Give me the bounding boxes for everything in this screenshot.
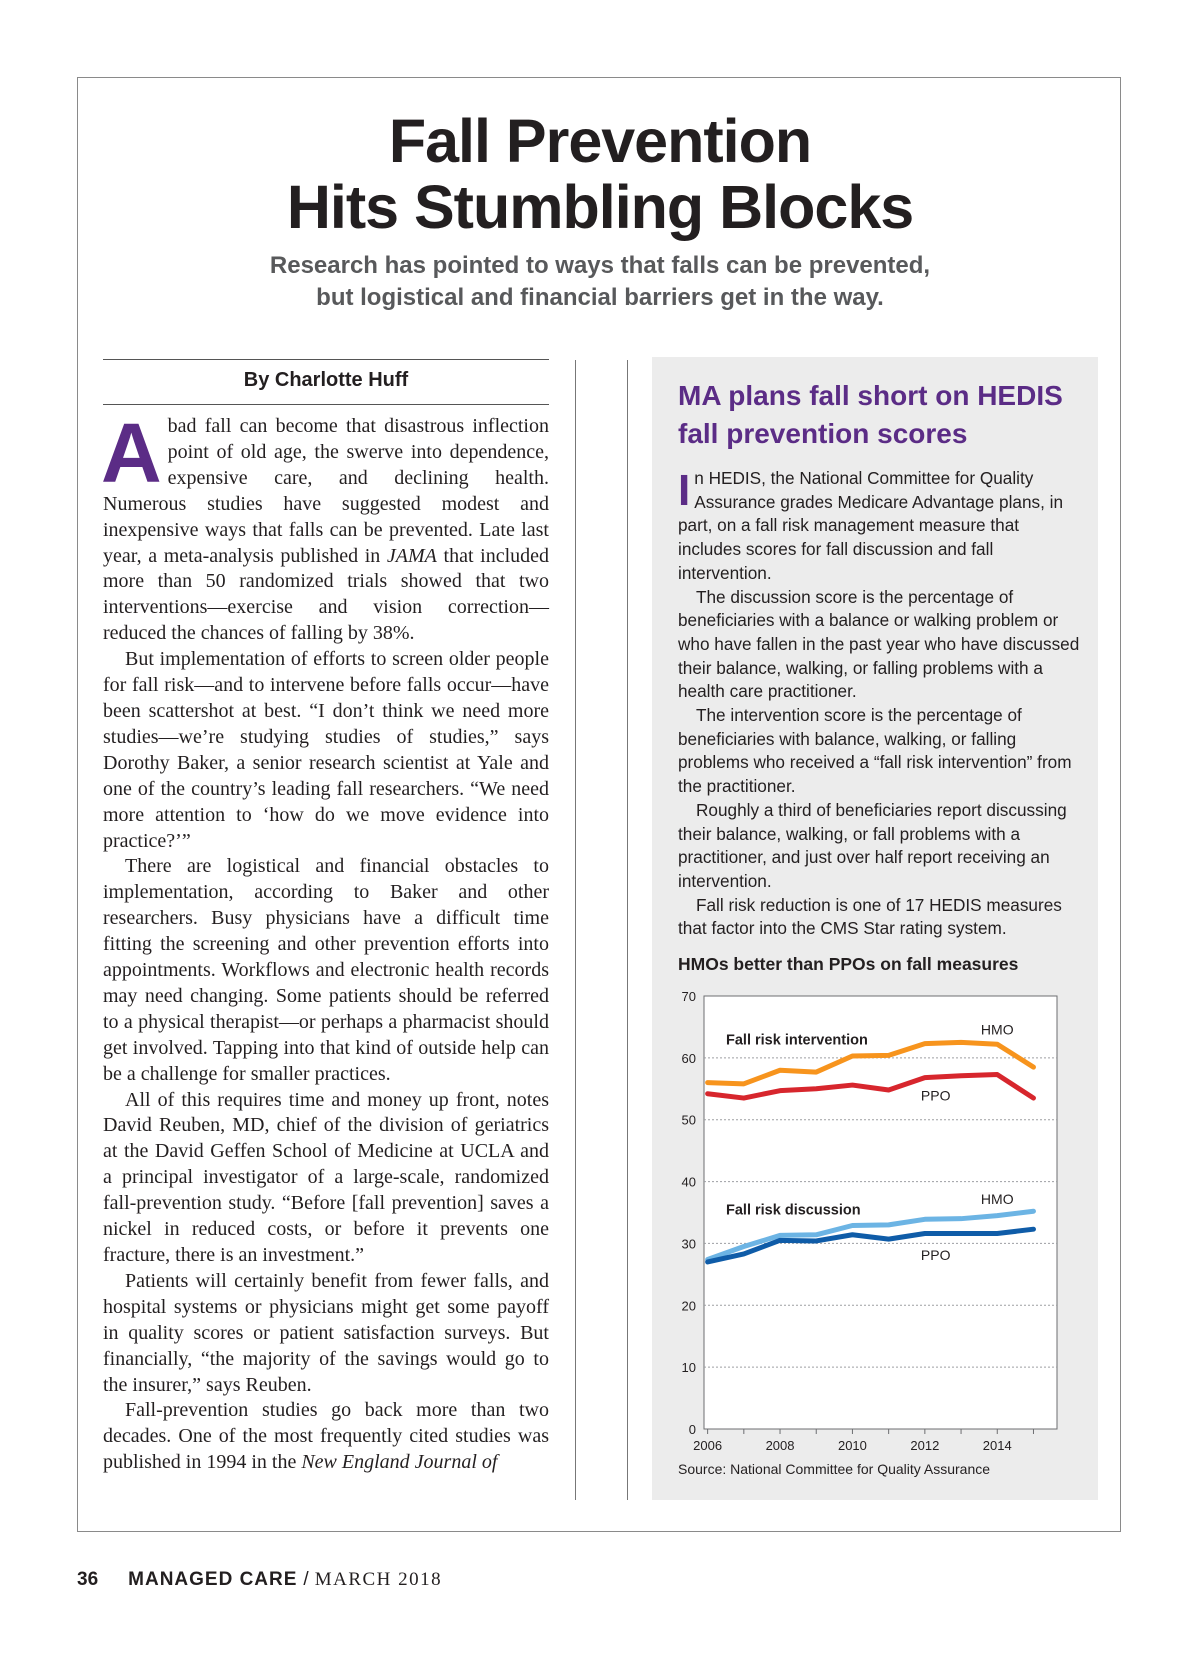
y-tick-label: 30 — [681, 1236, 696, 1252]
paragraph-4: All of this requires time and money up front, notes David Reuben, MD, chief of the division of geriatrics at the David Geffen School of Medicine at UCLA and a principal investigator of a large-scale, randomized fall-prevention study. “Before [fall prevention] saves a nickel in reduced costs, or before it prevents one fracture, there is an investment.” — [103, 1088, 549, 1266]
article-body — [101, 406, 549, 1476]
page-number: 36 — [77, 1569, 99, 1590]
sidebar-box — [652, 357, 1098, 1500]
sidebar-text — [678, 467, 1082, 941]
title-line-2: Hits Stumbling Blocks — [286, 173, 914, 241]
y-tick-label: 50 — [681, 1112, 696, 1128]
paragraph-3: There are logistical and financial obstacles to implementation, according to Baker and other researchers. Busy physicians have a difficult time fitting the screening and other prevention efforts into appointments. Workflows and electronic health records may need changing. Some patients should be referred to a physical therapist—or perhaps a pharmacist should get involved. Tapping into that kind of outside help can be a challenge for smaller practices. — [103, 855, 549, 1085]
chart-source: Source: National Committee for Quality Assurance — [678, 1461, 991, 1477]
sidebar-drop-cap: I — [678, 466, 691, 515]
intervention-group-label: Fall risk intervention — [726, 1032, 868, 1049]
y-tick-label: 20 — [681, 1298, 696, 1314]
paragraph-5: Patients will certainly benefit from fewer falls, and hospital systems or physicians might get some payoff in quality scores or patient satisfaction surveys. But financially, “the majority of the savings would go to the insurer,” says Reuben. — [103, 1269, 549, 1396]
x-tick-label: 2014 — [982, 1438, 1012, 1452]
journal-name: JAMA — [386, 544, 437, 567]
sidebar-title-line-2: fall prevention scores — [678, 418, 968, 449]
line-chart — [652, 982, 1098, 1452]
deck-line-2: but logistical and financial barriers get in the way. — [316, 284, 884, 311]
intervention-hmo-label: HMO — [980, 1021, 1014, 1038]
chart-title: HMOs better than PPOs on fall measures — [678, 954, 1019, 974]
article-title — [80, 108, 1120, 240]
paragraph-6: Fall-prevention studies go back more than two decades. One of the most frequently cited studies was published in 1994 in the New England Journal of — [103, 1399, 549, 1474]
footer-separator: / — [303, 1569, 309, 1590]
issue-date: MARCH 2018 — [314, 1569, 443, 1590]
deck-line-1: Research has pointed to ways that falls can be prevented, — [269, 252, 931, 279]
article-deck — [80, 250, 1120, 314]
discussion-group-label: Fall risk discussion — [726, 1202, 861, 1219]
sidebar-title-line-1: MA plans fall short on HEDIS — [678, 380, 1063, 411]
paragraph-2: But implementation of efforts to screen older people for fall risk—and to intervene before falls occur—have been scattershot at best. “I don’t think we need more studies—we’re studying studies of studies,” says Dorothy Baker, a senior research scientist at Yale and one of the country’s leading fall researchers. “We need more attention to ‘how do we move evidence into practice?’” — [103, 648, 549, 852]
sidebar-paragraph-3: The intervention score is the percentage of beneficiaries with balance, walking, or falling problems who received a “fall risk intervention” from the practitioner. — [678, 705, 1072, 797]
paragraph-1: A bad fall can become that disastrous inflection point of old age, the swerve into dependence, expensive care, and declining health. Numerous studies have suggested modest and inexpensive ways that falls can be prevented. Late last year, a meta-analysis published in JAMA that included more than 50 randomized trials showed that two interventions—exercise and vision correction—reduced the chances of falling by 38%. — [101, 406, 549, 645]
column-divider-right — [627, 360, 628, 1500]
journal-name: New England Journal of — [301, 1451, 498, 1474]
title-line-1: Fall Prevention — [388, 107, 812, 175]
drop-cap: A — [101, 406, 162, 500]
sidebar-title — [678, 377, 1088, 453]
byline-rule-top — [103, 359, 549, 360]
magazine-name: MANAGED CARE — [128, 1569, 298, 1590]
x-tick-label: 2006 — [693, 1438, 723, 1452]
byline-rule-bottom — [103, 404, 549, 405]
byline: By Charlotte Huff — [243, 369, 409, 391]
page-footer — [77, 1569, 442, 1591]
y-tick-label: 60 — [681, 1050, 696, 1066]
x-tick-label: 2012 — [910, 1438, 940, 1452]
x-tick-label: 2010 — [837, 1438, 867, 1452]
column-divider-left — [575, 360, 576, 1500]
y-tick-label: 70 — [681, 989, 696, 1004]
sidebar-paragraph-4: Roughly a third of beneficiaries report discussing their balance, walking, or fall problems with a practitioner, and just over half report receiving an intervention. — [678, 799, 1067, 891]
x-tick-label: 2008 — [765, 1438, 795, 1452]
y-tick-label: 10 — [681, 1360, 696, 1376]
sidebar-paragraph-1: In HEDIS, the National Committee for Quality Assurance grades Medicare Advantage plans, in part, on a fall risk management measure that includes scores for fall discussion and fall intervention. — [678, 466, 1064, 583]
sidebar-paragraph-5: Fall risk reduction is one of 17 HEDIS measures that factor into the CMS Star rating system. — [678, 894, 1062, 939]
intervention-ppo-label: PPO — [920, 1087, 951, 1104]
discussion-hmo-label: HMO — [980, 1190, 1014, 1207]
y-tick-label: 0 — [688, 1422, 696, 1437]
discussion-ppo-label: PPO — [920, 1247, 951, 1264]
y-tick-label: 40 — [681, 1174, 696, 1190]
sidebar-paragraph-2: The discussion score is the percentage of beneficiaries with a balance or walking problem or who have fallen in the past year who have discussed their balance, walking, or falling problems with a health care practitioner. — [678, 586, 1080, 702]
